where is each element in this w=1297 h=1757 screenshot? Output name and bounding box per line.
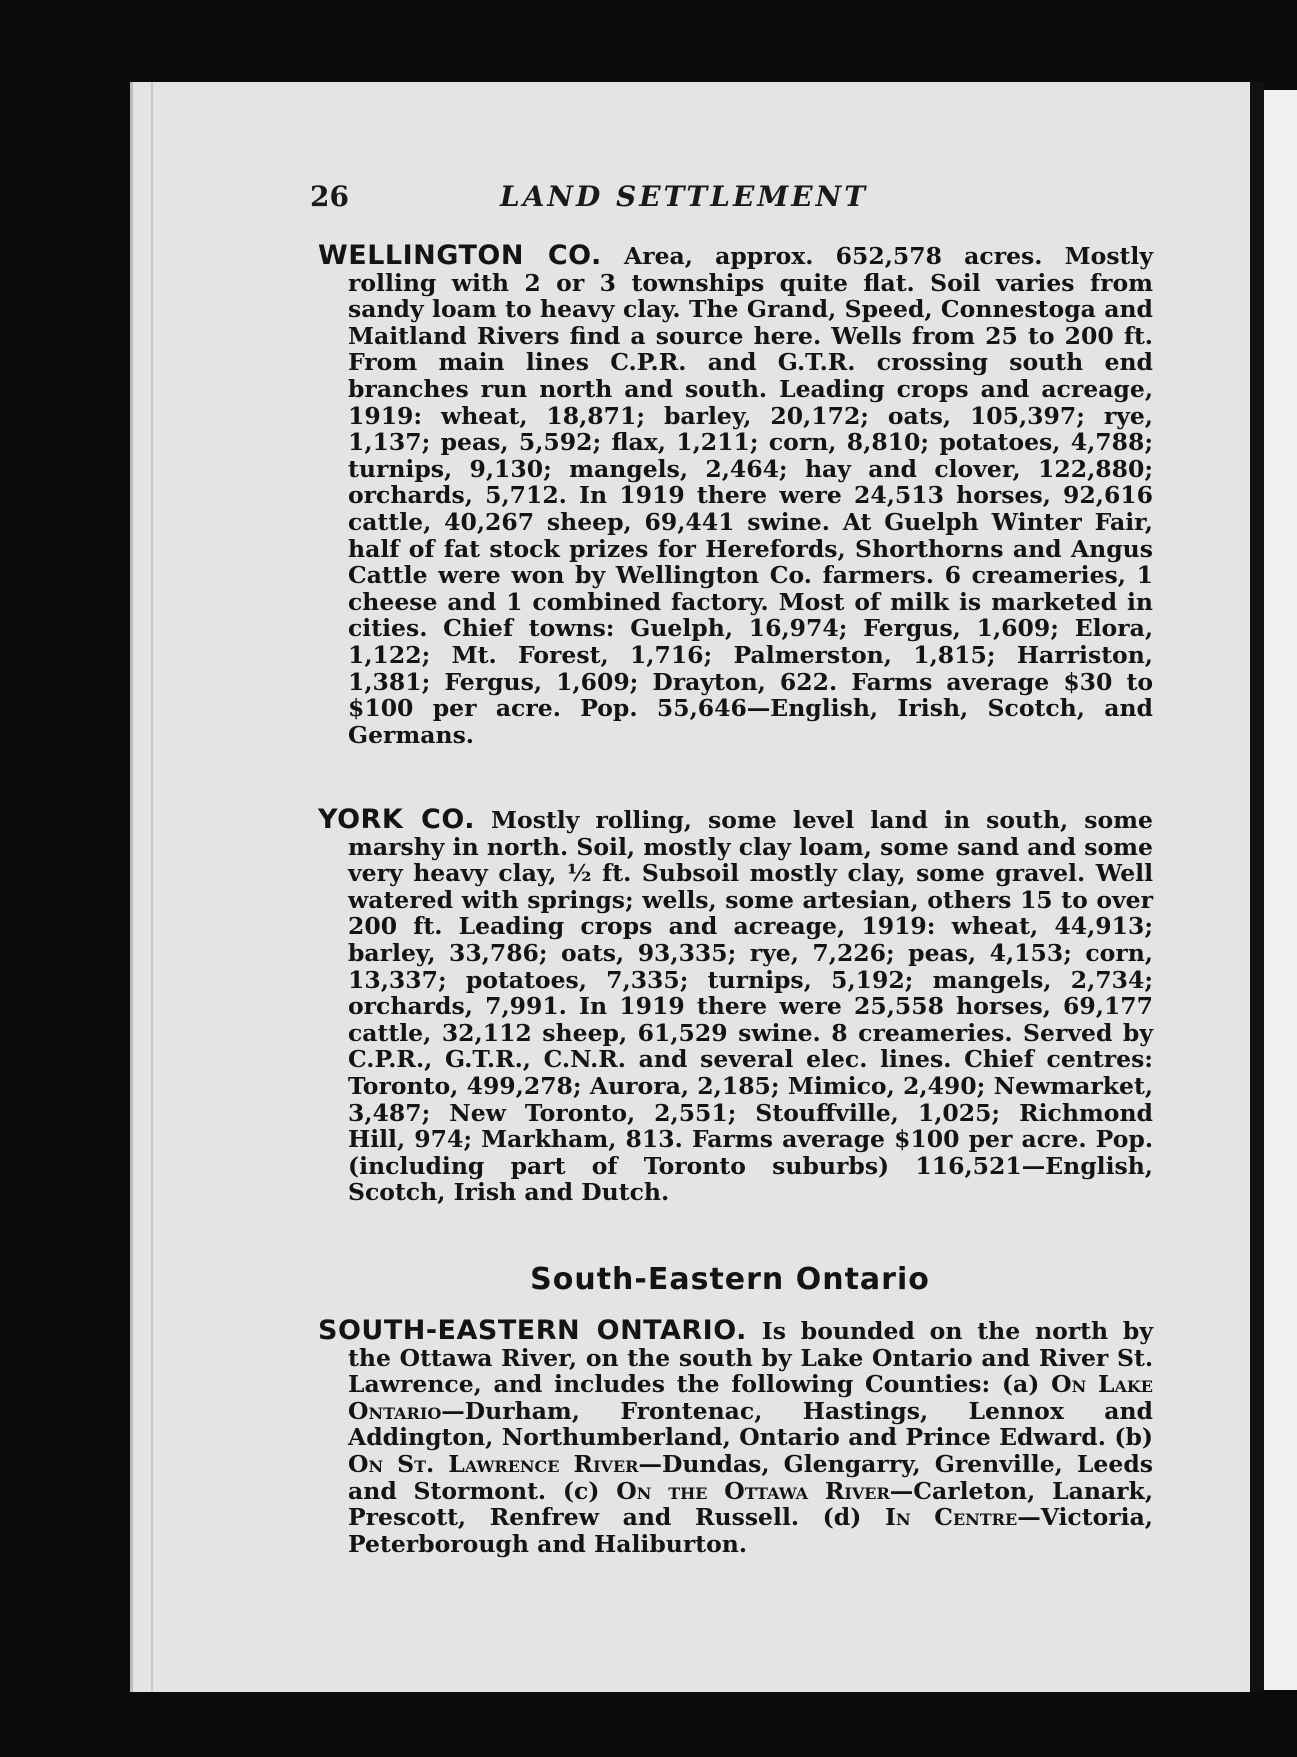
region-label: In Centre — [885, 1503, 1018, 1532]
section-heading: South-Eastern Ontario — [530, 1262, 930, 1297]
page-header — [310, 180, 910, 220]
entry-text: —Dundas, Glengarry, Grenville, Leeds and Stormont. (c) — [348, 1449, 1153, 1505]
page-number: 26 — [310, 180, 349, 213]
entry-york — [318, 804, 1153, 1207]
entry-south-eastern-ontario — [318, 1315, 1154, 1558]
running-title: LAND SETTLEMENT — [500, 180, 869, 213]
facing-page-edge — [1264, 90, 1297, 1690]
region-label: On Lake Ontario — [348, 1370, 1153, 1425]
region-label: On the Ottawa River — [616, 1476, 890, 1505]
entry-text: Is bounded on the north by the Ottawa River, on the south by Lake Ontario and River St. Lawrence, and includes the following Counties: (a) — [348, 1317, 1154, 1399]
entry-heading: WELLINGTON CO. — [318, 240, 602, 271]
entry-heading: SOUTH-EASTERN ONTARIO. — [318, 1315, 747, 1346]
entry-text: —Victoria, Peterborough and Haliburton. — [348, 1503, 1153, 1558]
entry-text: —Carleton, Lanark, Prescott, Renfrew and Russell. (d) — [348, 1476, 1154, 1532]
entry-text: Area, approx. 652,578 acres. Mostly rolling with 2 or 3 townships quite flat. Soil varies from sandy loam to heavy clay. The Grand, Speed, Connestoga and Maitland Rivers find a source here. Wells from 25 to 200 ft. From main lines C.P.R. and G.T.R. crossing south end branches run north and south. Leading crops and acreage, 1919: wheat, 18,871; barley, 20,172; oats, 105,397; rye, 1,137; peas, 5,592; flax, 1,211; corn, 8,810; potatoes, 4,788; turnips, 9,130; mangels, 2,464; hay and clover, 122,880; orchards, 5,712. In 1919 there were 24,513 horses, 92,616 cattle, 40,267 sheep, 69,441 swine. At Guelph Winter Fair, half of fat stock prizes for Herefords, Shorthorns and Angus Cattle were won by Wellington Co. farmers. 6 creameries, 1 cheese and 1 combined factory. Most of milk is marketed in cities. Chief towns: Guelph, 16,974; Fergus, 1,609; Elora, 1,122; Mt. Forest, 1,716; Palmerston, 1,815; Harriston, 1,381; Fergus, 1,609; Drayton, 622. Farms average $30 to $100 per acre. Pop. 55,646—English, Irish, Scotch, and Germans. — [348, 242, 1153, 749]
entry-text: Mostly rolling, some level land in south, some marshy in north. Soil, mostly clay loam, some sand and some very heavy clay, ½ ft. Subsoil mostly clay, some gravel. Well watered with springs; wells, some artesian, others 15 to over 200 ft. Leading crops and acreage, 1919: wheat, 44,913; barley, 33,786; oats, 93,335; rye, 7,226; peas, 4,153; corn, 13,337; potatoes, 7,335; turnips, 5,192; mangels, 2,734; orchards, 7,991. In 1919 there were 25,558 horses, 69,177 cattle, 32,112 sheep, 61,529 swine. 8 creameries. Served by C.P.R., G.T.R., C.N.R. and several elec. lines. Chief centres: Toronto, 499,278; Aurora, 2,185; Mimico, 2,490; Newmarket, 3,487; New Toronto, 2,551; Stouffville, 1,025; Richmond Hill, 974; Markham, 813. Farms average $100 per acre. Pop. (including part of Toronto suburbs) 116,521—English, Scotch, Irish and Dutch. — [348, 806, 1153, 1207]
book-spine — [1250, 82, 1264, 1692]
entry-text: —Durham, Frontenac, Hastings, Lennox and Addington, Northumberland, Ontario and Prince Edward. (b) — [348, 1396, 1153, 1452]
entry-heading: YORK CO. — [318, 804, 475, 835]
region-label: On St. Lawrence River — [348, 1449, 639, 1478]
entry-wellington — [318, 240, 1153, 749]
